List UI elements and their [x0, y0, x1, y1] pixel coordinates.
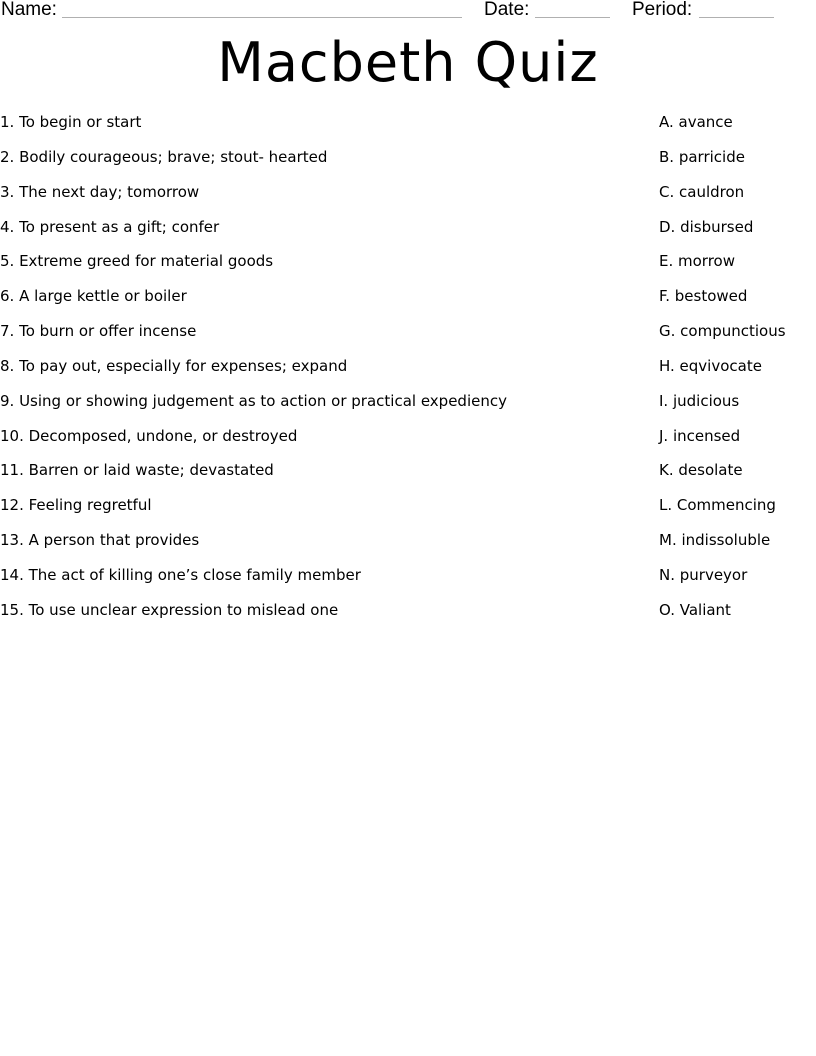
definition-item: 7. To burn or offer incense	[0, 322, 197, 341]
answer-choice: O. Valiant	[659, 600, 731, 619]
definition-item: 8. To pay out, especially for expenses; expand	[0, 356, 348, 375]
date-field[interactable]	[535, 17, 610, 18]
definition-item: 15. To use unclear expression to mislead one	[0, 600, 339, 619]
answer-choice: M. indissoluble	[659, 531, 771, 550]
answer-choice: A. avance	[659, 113, 733, 131]
definition-item: 12. Feeling regretful	[0, 496, 152, 515]
student-info-header	[0, 0, 816, 22]
definition-item: 5. Extreme greed for material goods	[0, 252, 274, 271]
answer-choice: N. purveyor	[659, 565, 748, 584]
answer-choices-list	[659, 112, 816, 635]
date-label: Date:	[484, 0, 530, 20]
definition-item: 9. Using or showing judgement as to action or practical expediency	[0, 391, 507, 410]
definition-item: 4. To present as a gift; confer	[0, 217, 220, 236]
answer-choice: C. cauldron	[659, 182, 745, 201]
period-label: Period:	[632, 0, 693, 20]
definition-item: 2. Bodily courageous; brave; stout- hearted	[0, 147, 328, 166]
answer-choice: L. Commencing	[659, 496, 776, 515]
period-field[interactable]	[699, 17, 774, 18]
answer-choice: E. morrow	[659, 252, 735, 271]
answer-choice: B. parricide	[659, 147, 745, 166]
definitions-list	[0, 112, 620, 635]
page-title: Macbeth Quiz	[217, 31, 599, 94]
definition-item: 1. To begin or start	[0, 113, 142, 131]
answer-choice: J. incensed	[659, 426, 741, 445]
answer-choice: K. desolate	[659, 461, 743, 480]
answer-choice: H. eqvivocate	[659, 356, 762, 375]
name-field[interactable]	[62, 17, 462, 18]
name-label: Name:	[1, 0, 57, 20]
answer-choice: G. compunctious	[659, 322, 786, 341]
definition-item: 11. Barren or laid waste; devastated	[0, 461, 274, 480]
definition-item: 10. Decomposed, undone, or destroyed	[0, 426, 298, 445]
answer-choice: F. bestowed	[659, 287, 748, 306]
definition-item: 3. The next day; tomorrow	[0, 182, 200, 201]
definition-item: 13. A person that provides	[0, 531, 200, 550]
answer-choice: I. judicious	[659, 391, 740, 410]
definition-item: 14. The act of killing one’s close family member	[0, 565, 361, 584]
answer-choice: D. disbursed	[659, 217, 754, 236]
definition-item: 6. A large kettle or boiler	[0, 287, 187, 306]
